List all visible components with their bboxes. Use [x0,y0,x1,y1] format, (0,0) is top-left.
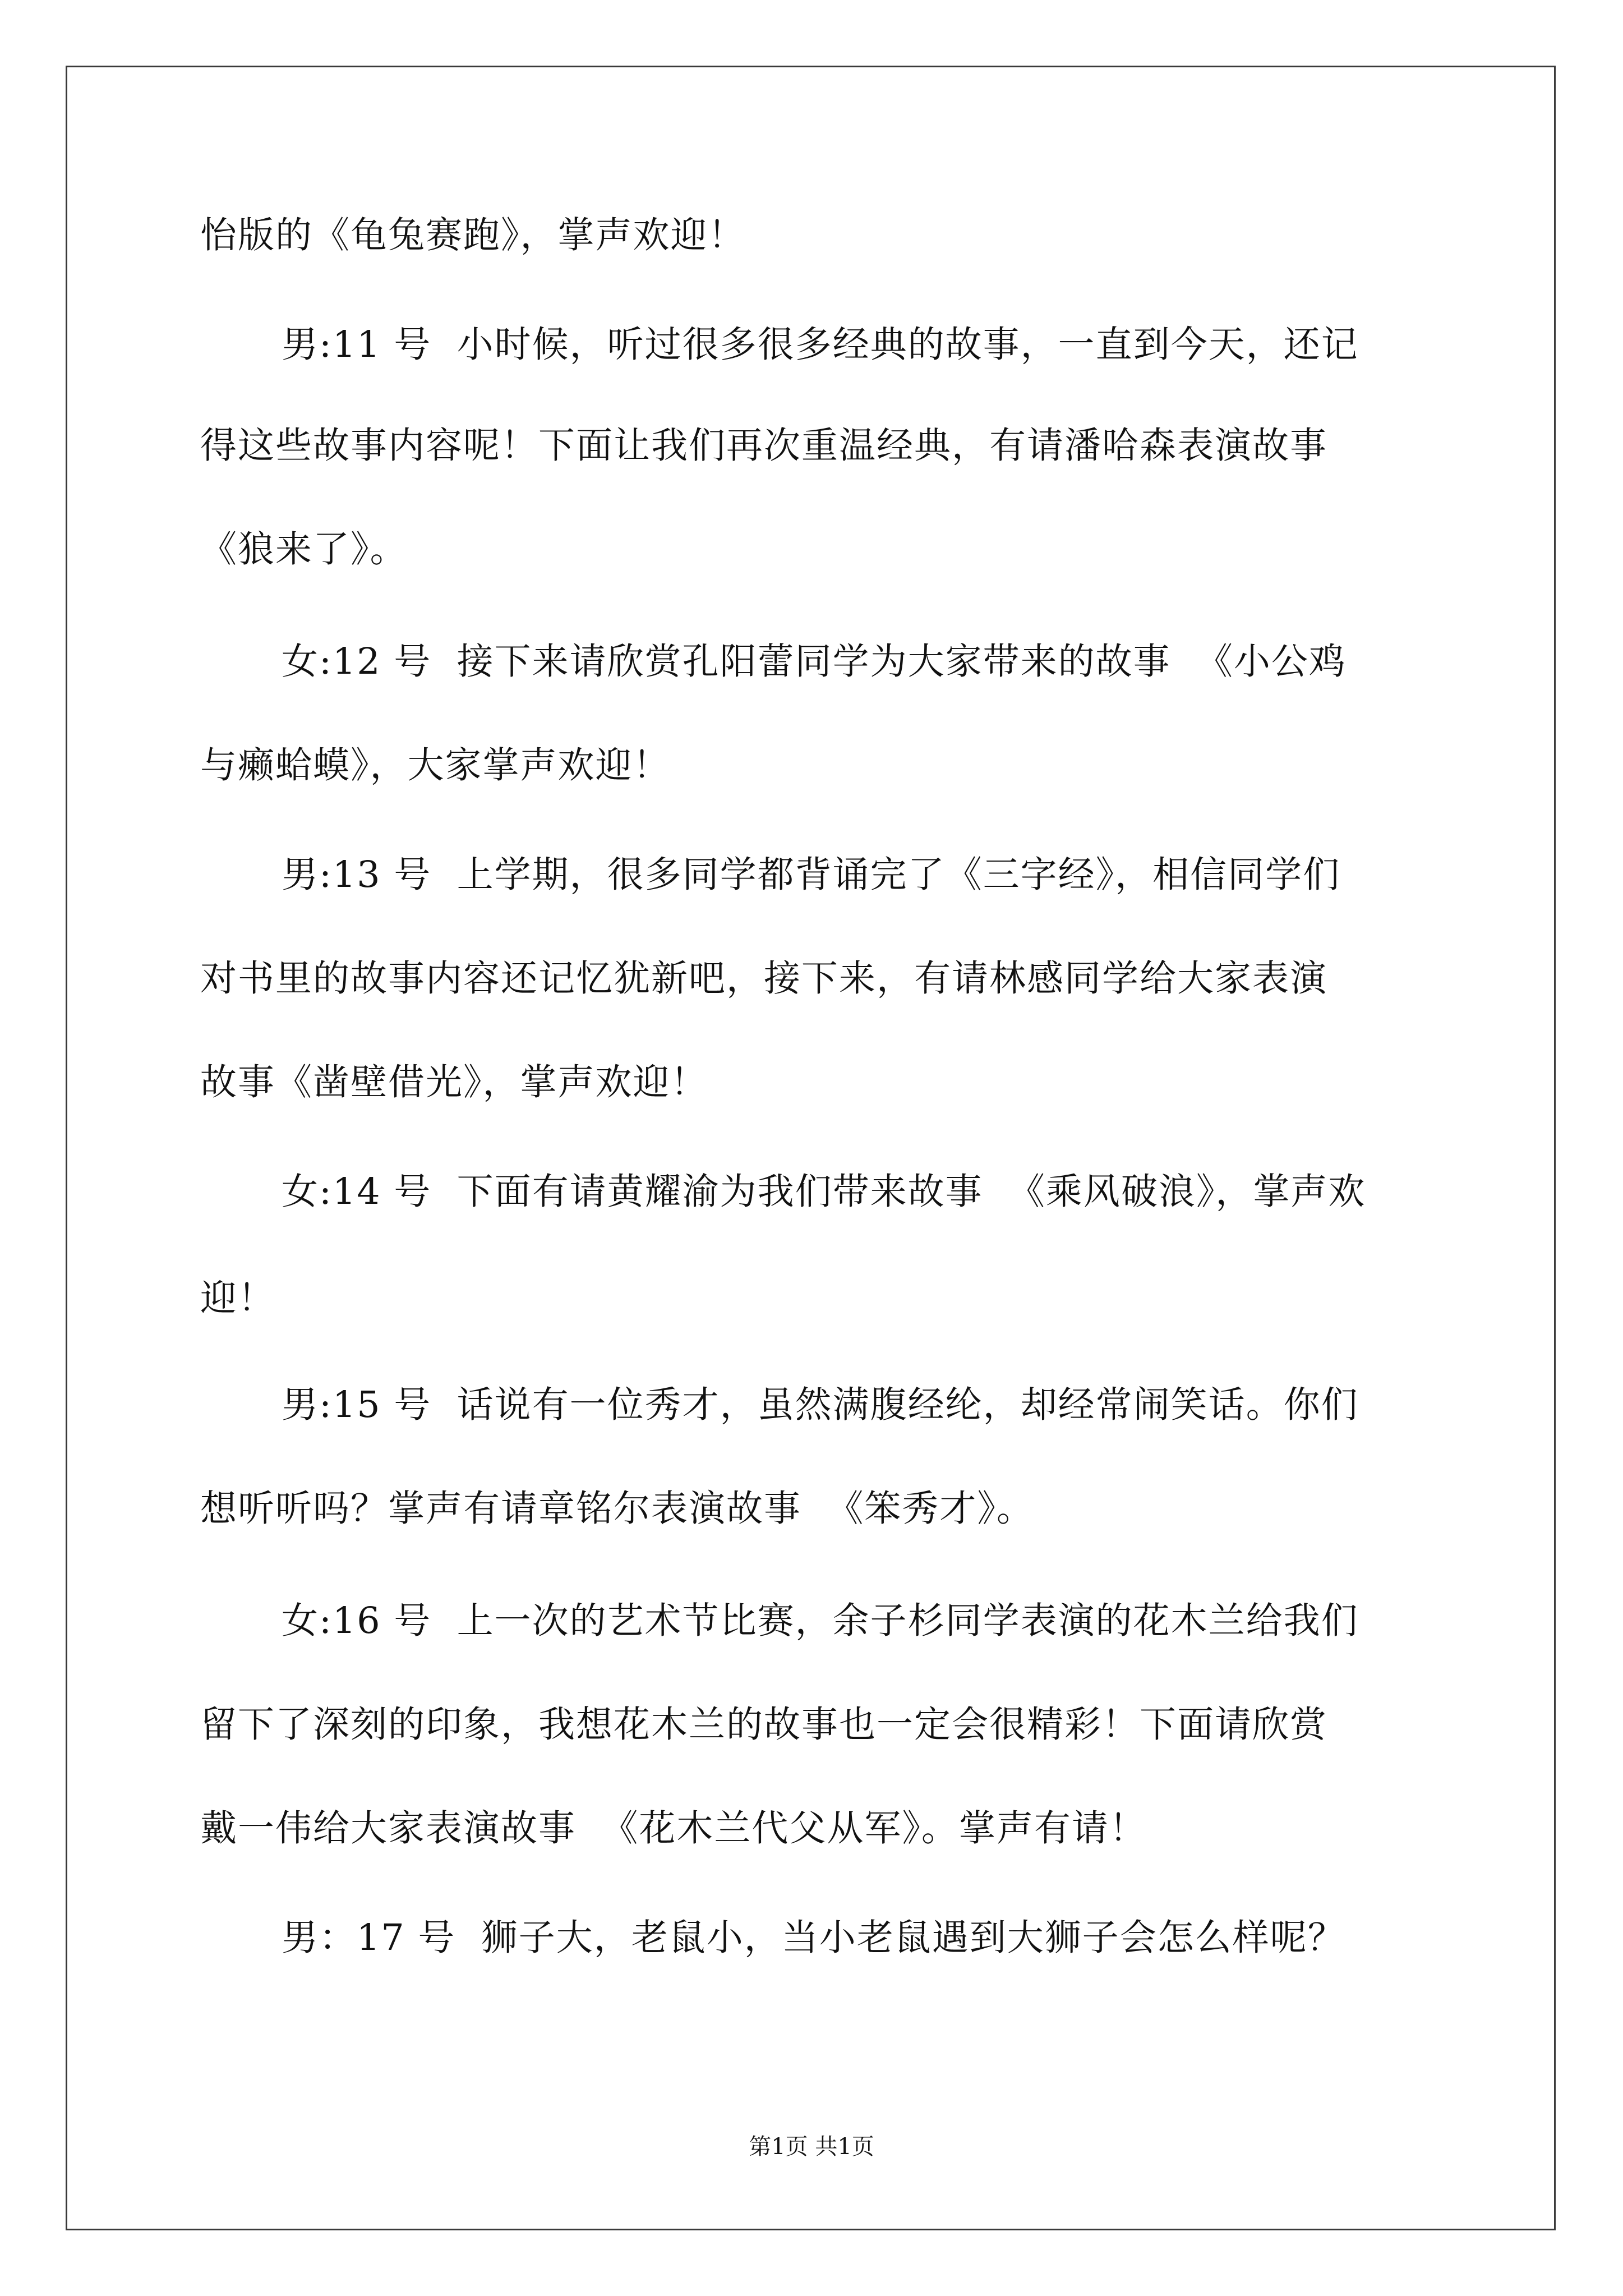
page-number-footer: 第1页 共1页 [749,2134,874,2160]
text-line: 男:15 号 话说有一位秀才，虽然满腹经纶，却经常闹笑话。你们 [282,1384,1359,1426]
text-line: 《狼来了》。 [200,528,408,570]
text-line: 女:14 号 下面有请黄耀渝为我们带来故事 《乘风破浪》，掌声欢 [282,1171,1366,1213]
text-line: 怡版的《龟兔赛跑》，掌声欢迎！ [200,214,746,256]
text-line: 得这些故事内容呢！下面让我们再次重温经典，有请潘哈森表演故事 [200,425,1328,467]
text-line: 戴一伟给大家表演故事 《花木兰代父从军》。掌声有请！ [200,1807,1147,1849]
text-line: 留下了深刻的印象，我想花木兰的故事也一定会很精彩！下面请欣赏 [200,1704,1328,1746]
text-line: 故事《凿壁借光》，掌声欢迎！ [200,1061,708,1103]
text-line: 与癞蛤蟆》，大家掌声欢迎！ [200,744,671,786]
text-line: 女:16 号 上一次的艺术节比赛，余子杉同学表演的花木兰给我们 [282,1600,1359,1642]
text-line: 女:12 号 接下来请欣赏孔阳蕾同学为大家带来的故事 《小公鸡 [282,641,1347,683]
page-border [66,66,1556,2230]
text-line: 对书里的故事内容还记忆犹新吧，接下来，有请林感同学给大家表演 [200,958,1328,1000]
text-line: 男：17 号 狮子大，老鼠小，当小老鼠遇到大狮子会怎么样呢？ [282,1917,1345,1959]
text-line: 迎！ [200,1277,276,1319]
text-line: 想听听吗？掌声有请章铭尔表演故事 《笨秀才》。 [200,1488,1034,1530]
text-line: 男:11 号 小时候，听过很多很多经典的故事，一直到今天，还记 [282,324,1359,366]
text-line: 男:13 号 上学期，很多同学都背诵完了《三字经》，相信同学们 [282,854,1341,896]
